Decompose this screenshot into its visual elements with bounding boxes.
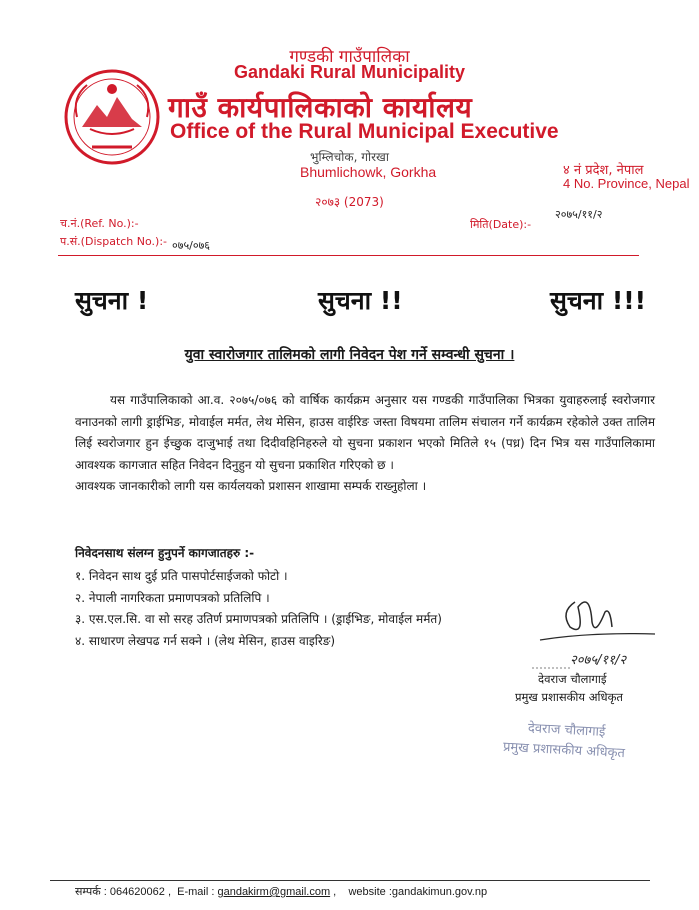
notice-heading-3: सुचना !!! xyxy=(550,286,647,315)
signature-icon xyxy=(530,582,660,672)
established-year: २०७३ (2073) xyxy=(315,195,384,209)
email-label: E-mail : xyxy=(177,886,215,898)
address-en: Bhumlichowk, Gorkha xyxy=(300,164,437,180)
stamp-title: प्रमुख प्रशासकीय अधिकृत xyxy=(502,739,626,762)
notice-body xyxy=(75,390,655,498)
dispatch-number-label: प.सं.(Dispatch No.):- xyxy=(60,235,168,248)
document-item: १. निवेदन साथ दुई प्रति पासपोर्टसाईजको फोटो । xyxy=(75,569,288,583)
stamp-name: देवराज चौलागाई xyxy=(527,720,606,741)
email-link[interactable]: gandakirm@gmail.com xyxy=(217,886,331,898)
notice-subject: युवा स्वारोजगार तालिमको लागी निवेदन पेश गर्ने सम्वन्धी सुचना । xyxy=(184,347,515,363)
body-paragraph: यस गाउँपालिकाको आ.व. २०७५/०७६ को वार्षिक कार्यक्रम अनुसार यस गण्डकी गाउँपालिका भित्रका युवाहरुलाई स्वरोजगार वनाउनको लागी ड्राईभिङ, मोवाईल मर्मत, लेथ मेसिन, हाउस वाईरिङ जस्ता विषयमा तालिम संचालन गर्ने कार्यक्रम रहेकोले उक्त तालिम लिई स्वरोजगार हुन ईच्छुक दाजुभाई तथा दिदीवहिनिहरुले यो सुचना प्रकाशन भएको मितिले १५ (पध्र) दिन भित्र यस गाउँपालिकामा आवश्यक कागजात सहित निवेदन दिनुहुन यो सुचना प्रकाशित गरिएको छ । xyxy=(75,393,655,472)
notice-heading-2: सुचना !! xyxy=(318,286,403,315)
header-divider xyxy=(58,255,639,256)
document-item: ३. एस.एल.सि. वा सो सरह उतिर्ण प्रमाणपत्रको प्रतिलिपि । (ड्राईभिङ, मोवाईल मर्मत) xyxy=(75,612,442,626)
phone-number: 064620062 xyxy=(109,886,165,898)
ref-number-label: च.नं.(Ref. No.):- xyxy=(60,217,139,230)
dispatch-number-value: ०७५/०७६ xyxy=(172,239,211,252)
phone-label: सम्पर्क : xyxy=(75,886,107,898)
website-label: website : xyxy=(348,886,392,898)
date-label: मिति(Date):- xyxy=(470,218,532,231)
documents-heading: निवेदनसाथ संलग्न हुनुपर्ने कागजातहरु :- xyxy=(75,546,255,560)
province-np: ४ नं प्रदेश, नेपाल xyxy=(563,163,644,178)
documents-list xyxy=(75,566,442,652)
municipality-name-np: गण्डकी गाउँपालिका xyxy=(289,47,410,67)
municipality-name-en: Gandaki Rural Municipality xyxy=(233,62,466,82)
footer-divider xyxy=(50,880,650,881)
date-value: २०७५/११/२ xyxy=(555,208,603,221)
signature-date: २०७५/११/२ xyxy=(570,653,627,668)
footer-contact: सम्पर्क : 064620062 , E-mail : gandakirm@gmail.com , website :gandakimun.gov.np xyxy=(75,886,488,898)
document-item: २. नेपाली नागरिकता प्रमाणपत्रको प्रतिलिपि । xyxy=(75,590,270,605)
address-np: भुम्लिचोक, गोरखा xyxy=(310,150,389,164)
office-name-en: Office of the Rural Municipal Executive xyxy=(170,120,559,143)
notice-heading-1: सुचना ! xyxy=(75,286,149,315)
office-name-np: गाउँ कार्यपालिकाको कार्यालय xyxy=(168,91,473,124)
signatory-name: देवराज चौलागाई xyxy=(538,672,607,686)
document-item: ४. साधारण लेखपढ गर्न सक्ने । (लेथ मेसिन, हाउस वाइरिङ) xyxy=(75,633,336,648)
body-paragraph: आवश्यक जानकारीको लागी यस कार्यलयको प्रशासन शाखामा सम्पर्क राख्नुहोला । xyxy=(75,479,427,493)
province-en: 4 No. Province, Nepal xyxy=(563,176,690,191)
website-link[interactable]: gandakimun.gov.np xyxy=(391,886,488,898)
signatory-title: प्रमुख प्रशासकीय अधिकृत xyxy=(515,690,623,704)
